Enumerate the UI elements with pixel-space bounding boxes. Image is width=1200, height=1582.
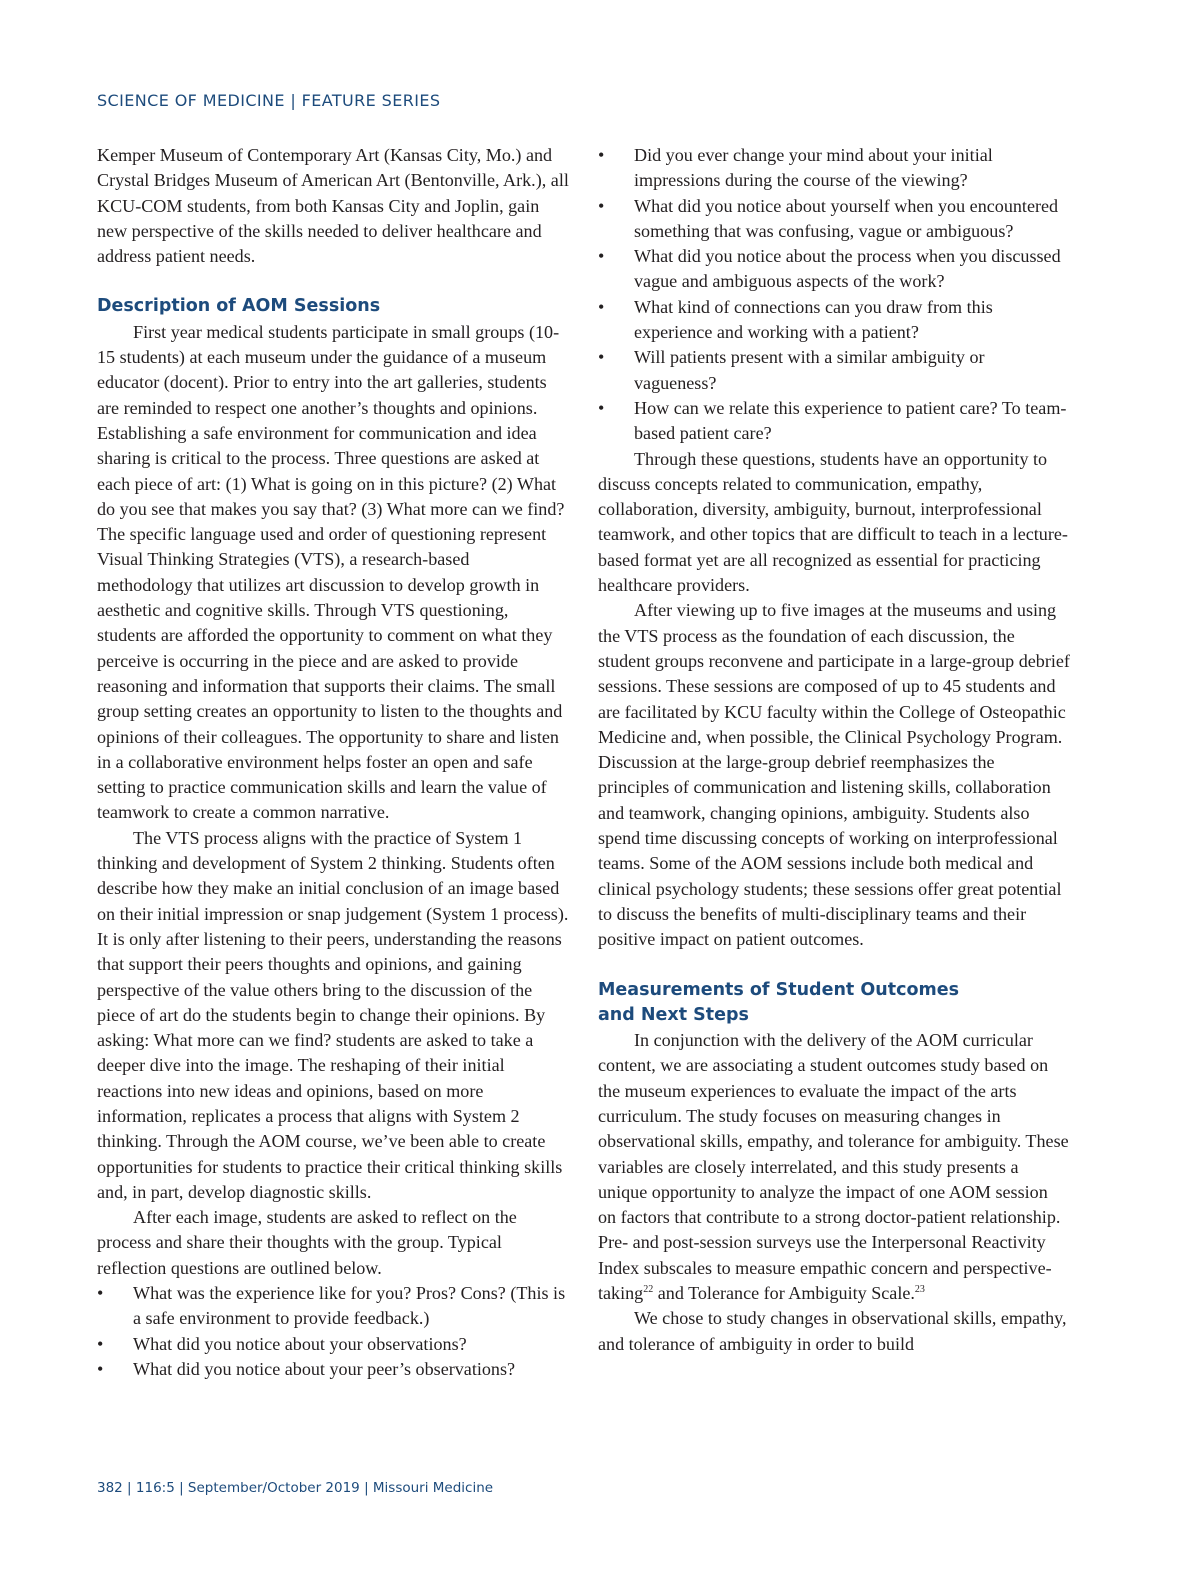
list-item: • How can we relate this experience to patient care? To team-based patient care? xyxy=(598,397,1067,444)
list-item: • What was the experience like for you? Pros? Cons? (This is a safe environment to provide feedback.) xyxy=(97,1283,566,1329)
section-heading-aom-sessions: Description of AOM Sessions xyxy=(97,296,381,317)
body-paragraph: First year medical students participate in small groups (10-15 students) at each museum under the guidance of a museum educator (docent). Prior to entry into the art galleries, students are reminded to respect one another’s thoughts and opinions. Establishing a safe environment for communication and idea sharing is critical to the process. Three questions are asked at each piece of art: (1) What is going on in this picture? (2) What do you see that makes you say that? (3) What more can we find? The specific language used and order of questioning represent Visual Thinking Strategies (VTS), a research-based methodology that utilizes art discussion to develop growth in aesthetic and cognitive skills. Through VTS questioning, students are afforded the opportunity to comment on what they perceive is occurring in the piece and are asked to provide reasoning and information that supports their claims. The small group setting creates an opportunity to listen to the thoughts and opinions of their colleagues. The opportunity to share and listen in a collaborative environment helps foster an open and safe setting to practice communication skills and learn the value of teamwork to create a common narrative. xyxy=(97,321,565,823)
running-head: SCIENCE OF MEDICINE | FEATURE SERIES xyxy=(97,91,441,110)
body-paragraph: In conjunction with the delivery of the AOM curricular content, we are associating a student outcomes study based on the museum experiences to evaluate the impact of the arts curriculum. The study focuses on measuring changes in observational skills, empathy, and tolerance for ambiguity. These variables are closely interrelated, and this study presents a unique opportunity to analyze the impact of one AOM session on factors that contribute to a strong doctor-patient relationship. Pre- and post-session surveys use the Interpersonal Reactivity Index subscales to measure empathic concern and perspective-taking$^{22}$ and Tolerance for Ambiguity Scale.$^{23}$ xyxy=(598,1030,1069,1304)
bullet-icon: • xyxy=(97,1358,104,1379)
body-paragraph: The VTS process aligns with the practice of System 1 thinking and development of System 2 thinking. Students often describe how they make an initial conclusion of an image based on their initial impression or snap judgement (System 1 process). It is only after listening to their peers, understanding the reasons that support their peers thoughts and opinions, and gaining perspective of the value others bring to the discussion of the piece of art do the students begin to change their opinions. By asking: What more can we find? students are asked to take a deeper dive into the image. The reshaping of their initial reactions into new ideas and opinions, based on more information, replicates a process that aligns with System 2 thinking. Through the AOM course, we’ve been able to create opportunities for students to practice their critical thinking skills and, in part, develop diagnostic skills. xyxy=(97,827,569,1202)
section-heading-measurements xyxy=(598,978,1070,1029)
body-paragraph: After each image, students are asked to reflect on the process and share their thoughts with the group. Typical reflection questions are outlined below. xyxy=(97,1207,517,1278)
bullet-icon: • xyxy=(598,347,605,368)
bullet-icon: • xyxy=(97,1283,104,1304)
reference-superscript: 23 xyxy=(914,1284,925,1296)
spacer xyxy=(97,269,569,294)
right-column xyxy=(598,143,1070,1357)
spacer xyxy=(598,953,1070,978)
list-item: • What did you notice about yourself when you encountered something that was confusing, vague or ambiguous? xyxy=(598,195,1059,241)
bullet-icon: • xyxy=(598,145,605,165)
list-item: • What kind of connections can you draw from this experience and working with a patient? xyxy=(598,296,993,343)
reflection-questions-list xyxy=(97,1281,569,1382)
list-item: • Will patients present with a similar ambiguity or vagueness? xyxy=(598,347,985,393)
bullet-icon: • xyxy=(598,397,605,418)
left-column xyxy=(97,143,569,1382)
bullet-icon: • xyxy=(97,1333,104,1354)
intro-paragraph: Kemper Museum of Contemporary Art (Kansas City, Mo.) and Crystal Bridges Museum of American Art (Bentonville, Ark.), all KCU-COM students, from both Kansas City and Joplin, gain new perspective of the skills needed to deliver healthcare and address patient needs. xyxy=(97,145,569,267)
bullet-icon: • xyxy=(598,195,605,216)
reflection-questions-list-continued xyxy=(598,143,1070,447)
reference-superscript: 22 xyxy=(643,1284,654,1296)
list-item: • What did you notice about your observations? xyxy=(97,1332,569,1357)
page-footer-folio: 382 | 116:5 | September/October 2019 | Missouri Medicine xyxy=(97,1480,494,1496)
list-item: • Did you ever change your mind about your initial impressions during the course of the viewing? xyxy=(598,145,993,191)
bullet-icon: • xyxy=(598,246,605,267)
body-paragraph: After viewing up to five images at the museums and using the VTS process as the foundation of each discussion, the student groups reconvene and participate in a large-group debrief sessions. These sessions are composed of up to 45 students and are facilitated by KCU faculty within the College of Osteopathic Medicine and, when possible, the Clinical Psychology Program. Discussion at the large-group debrief reemphasizes the principles of communication and listening skills, collaboration and teamwork, changing opinions, ambiguity. Students also spend time discussing concepts of working on interprofessional teams. Some of the AOM sessions include both medical and clinical psychology students; these sessions offer great potential to discuss the benefits of multi-disciplinary teams and their positive impact on patient outcomes. xyxy=(598,600,1070,950)
body-paragraph: Through these questions, students have an opportunity to discuss concepts related to communication, empathy, collaboration, diversity, ambiguity, burnout, interprofessional teamwork, and other topics that are difficult to teach in a lecture-based format yet are all recognized as essential for practicing healthcare providers. xyxy=(598,448,1068,596)
section-heading-line: Measurements of Student Outcomes xyxy=(598,979,959,1000)
list-item: • What did you notice about the process when you discussed vague and ambiguous aspects of the work? xyxy=(598,246,1061,292)
bullet-icon: • xyxy=(598,296,605,317)
list-item: • What did you notice about your peer’s observations? xyxy=(97,1357,569,1382)
body-paragraph: We chose to study changes in observational skills, empathy, and tolerance of ambiguity in order to build xyxy=(598,1308,1067,1354)
section-heading-line: and Next Steps xyxy=(598,1004,749,1025)
